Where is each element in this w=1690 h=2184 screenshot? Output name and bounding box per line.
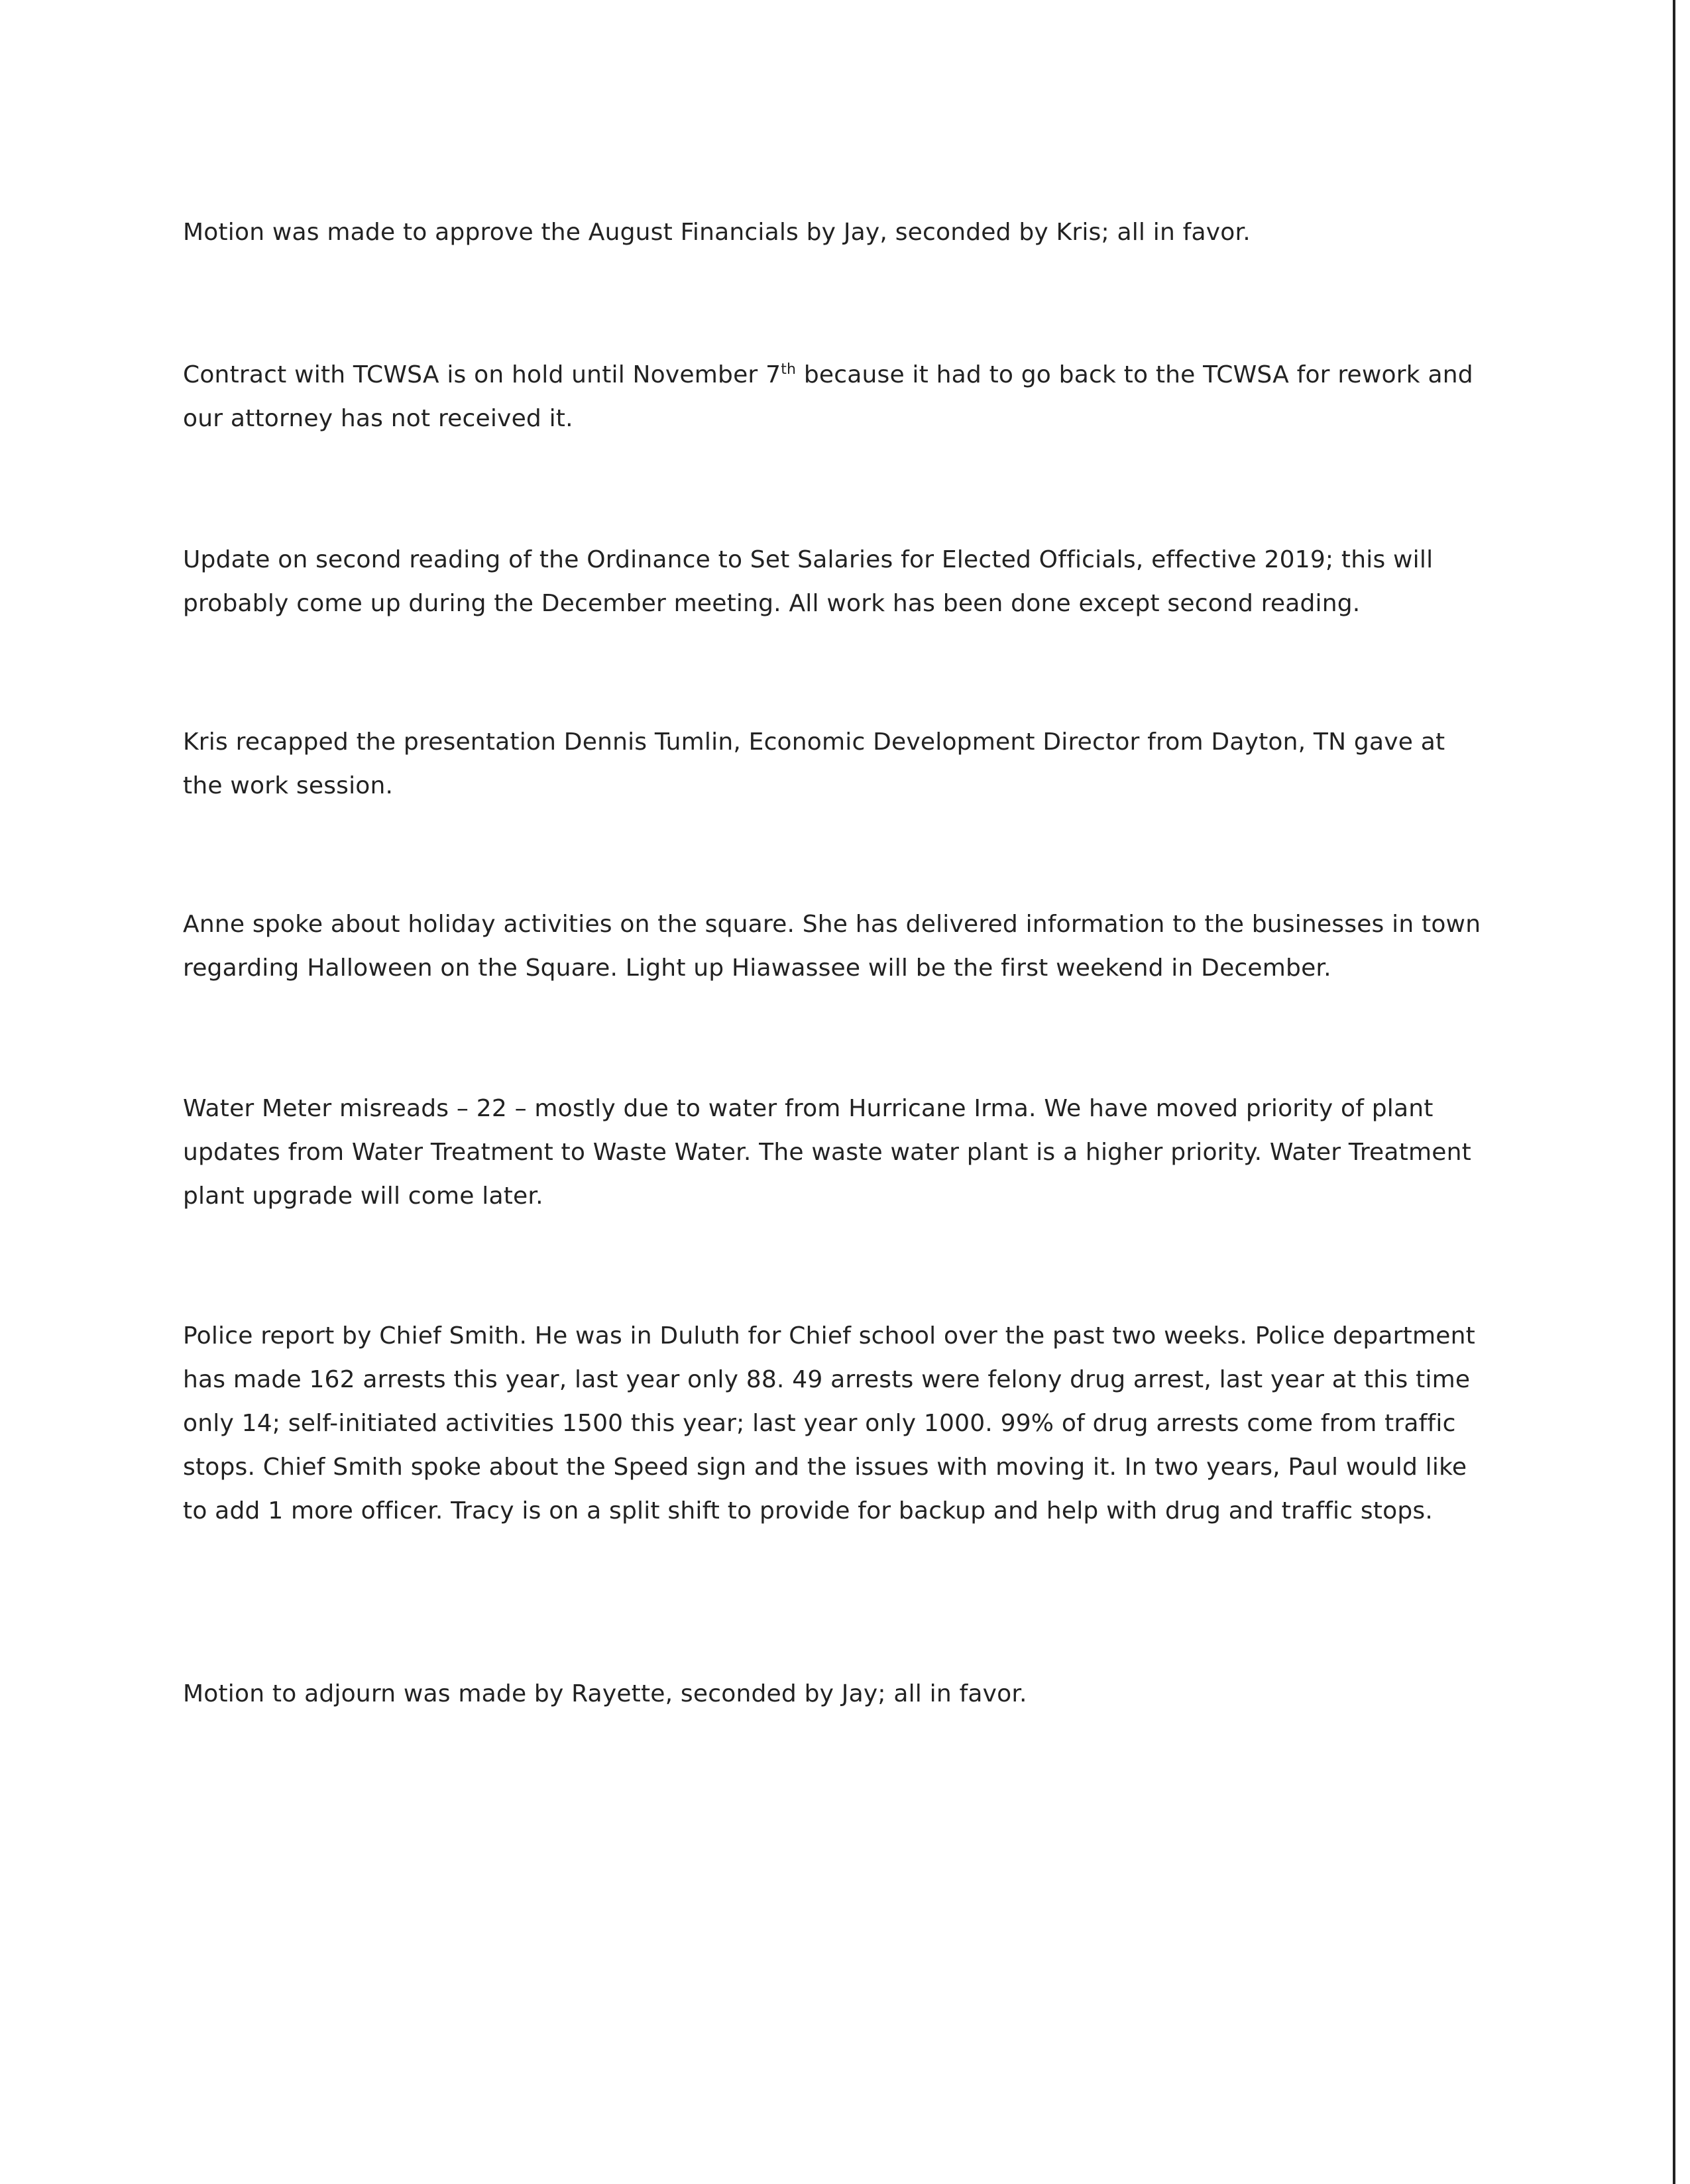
paragraph-police-report: Police report by Chief Smith. He was in Duluth for Chief school over the past two weeks. Police department has made 162 arrests this year, last year only 88. 49 arrests were felony drug arrest, last year at this time only 14; self-initiated activities 1500 this year; last year only 1000. 99% of drug arrests come from traffic stops. Chief Smith spoke about the Speed sign and the issues with moving it. In two years, Paul would like to add 1 more officer. Tracy is on a split shift to provide for backup and help with drug and traffic stops.	[183, 1322, 1475, 1524]
paragraph-economic-development-recap: Kris recapped the presentation Dennis Tumlin, Economic Development Director from Dayton, TN gave at the work session.	[183, 728, 1445, 799]
paragraph-august-financials-motion: Motion was made to approve the August Financials by Jay, seconded by Kris; all in favor.	[183, 219, 1251, 246]
paragraph-tcwsa-contract-part2: because it had to go back to the TCWSA for rework and our attorney has not received it.	[183, 361, 1473, 432]
paragraph-ordinance-salaries: Update on second reading of the Ordinance to Set Salaries for Elected Officials, effective 2019; this will probably come up during the December meeting. All work has been done except second reading.	[183, 546, 1434, 617]
scan-edge-line	[1673, 0, 1675, 2184]
paragraph-holiday-activities: Anne spoke about holiday activities on the square. She has delivered information to the businesses in town regarding Halloween on the Square. Light up Hiawassee will be the first weekend in December.	[183, 911, 1481, 982]
paragraph-tcwsa-contract-part1: Contract with TCWSA is on hold until November 7	[183, 361, 781, 388]
paragraph-adjourn-motion: Motion to adjourn was made by Rayette, seconded by Jay; all in favor.	[183, 1680, 1027, 1707]
ordinal-suffix: th	[781, 361, 797, 378]
paragraph-tcwsa-contract	[183, 353, 1489, 441]
paragraph-water-meter-misreads: Water Meter misreads – 22 – mostly due to water from Hurricane Irma. We have moved priority of plant updates from Water Treatment to Waste Water. The waste water plant is a higher priority. Water Treatment plant upgrade will come later.	[183, 1095, 1471, 1210]
